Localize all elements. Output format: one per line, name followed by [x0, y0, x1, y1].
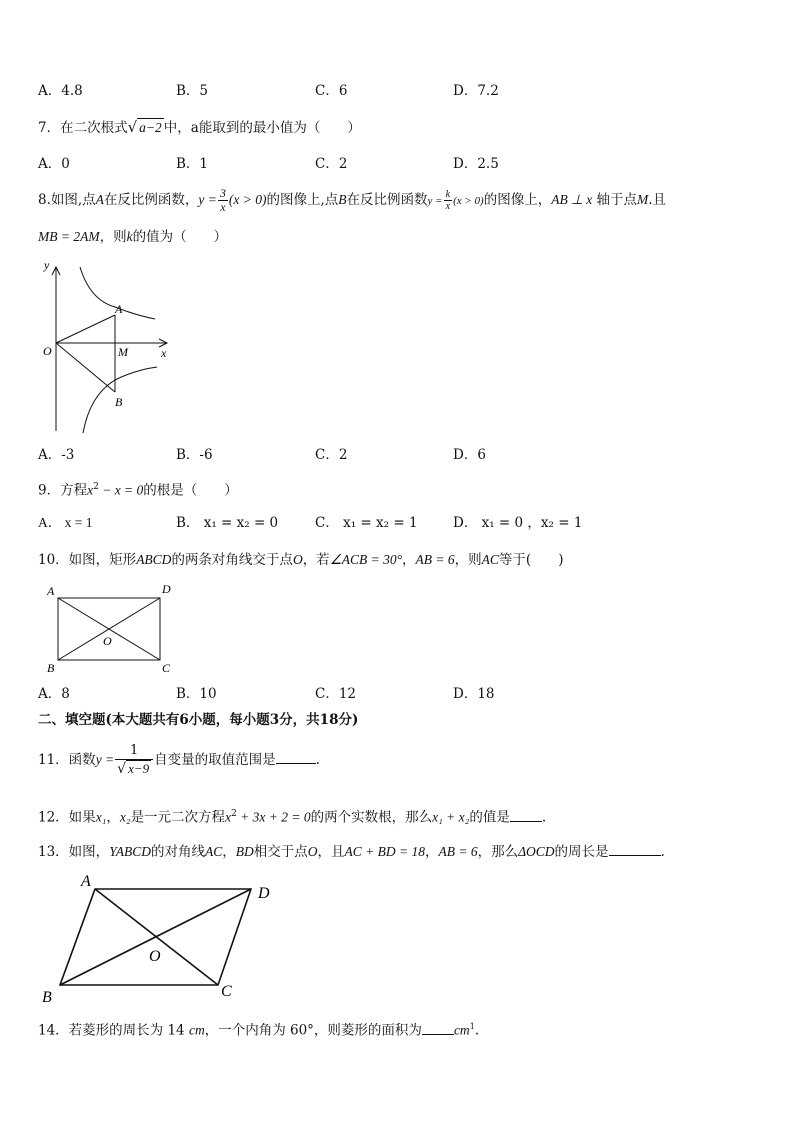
root-x2: x₂ [119, 809, 131, 825]
point-b-label: B [115, 395, 123, 409]
q8-option-a: A．-3 [38, 447, 75, 463]
vertex-c-label: C [162, 661, 171, 675]
q9-text: 的根是（ ） [143, 482, 238, 499]
domain-condition: (x > 0) [228, 192, 267, 207]
numerator: 3 [219, 186, 226, 200]
q7-option-a: A．0 [38, 156, 70, 172]
function-lhs: y = [95, 752, 115, 767]
vertex-b-label: B [42, 989, 52, 1006]
vertex-c-label: C [221, 983, 232, 1000]
q8-option-b: B．-6 [176, 447, 213, 463]
q6-option-c: C．6 [315, 83, 348, 99]
q11-text: 11．函数 [38, 752, 96, 768]
q6-option-d: D．7.2 [453, 83, 499, 99]
q10-text: 的两条对角线交于点 [171, 552, 293, 568]
q9-text: 9．方程 [38, 482, 88, 499]
q10-option-b: B．10 [176, 686, 217, 702]
q14-text: 14．若菱形的周长为 14 [38, 1022, 185, 1039]
ac-label: AC [205, 844, 223, 859]
bd-label: BD [235, 844, 254, 859]
q7-prefix: 7．在二次根式 [38, 120, 128, 136]
unit-cm: cm [188, 1022, 205, 1038]
question-8-line2 [38, 228, 227, 246]
q7-option-c: C．2 [315, 156, 348, 172]
answer-blank[interactable] [276, 751, 316, 764]
q10-rectangle-figure [40, 578, 190, 678]
denominator: x [445, 201, 451, 212]
question-13 [38, 843, 665, 861]
question-8-line1 [38, 185, 666, 216]
q8-text: 的图像上,点 [266, 192, 339, 208]
question-14 [38, 1018, 479, 1040]
q12-text: 是一元二次方程 [130, 809, 226, 826]
function-lhs: y = [427, 195, 443, 207]
exponent: 1 [469, 1022, 475, 1031]
q11-text: . [315, 752, 320, 768]
vertex-a-label: A [47, 584, 55, 598]
radicand: x−9 [128, 761, 150, 776]
function-lhs: y = [198, 192, 217, 207]
parallelogram-name: YABCD [109, 844, 151, 859]
origin-label: O [43, 344, 52, 358]
q6-option-a: A．4.8 [38, 83, 83, 99]
question-11 [38, 740, 320, 780]
q7-option-d: D．2.5 [453, 156, 499, 172]
point-m-label: M [637, 192, 649, 207]
vertex-d-label: D [258, 885, 270, 902]
q12-text: 的值是 [469, 809, 510, 826]
q13-parallelogram-figure [38, 868, 288, 1008]
q8-text: 的图像上， [483, 192, 552, 208]
point-b-label: B [338, 192, 347, 207]
q11-text: 自变量的取值范围是 [154, 752, 276, 768]
q8-text: 在反比例函数， [103, 192, 199, 208]
sum-expr: AC + BD = 18 [344, 844, 425, 859]
q9-option-a: A． x = 1 [38, 515, 93, 530]
q7-suffix: 中，a能取到的最小值为（ ） [163, 120, 361, 136]
q9-option-b: B． x₁ = x₂ = 0 [176, 515, 279, 531]
q10-option-a: A．8 [38, 686, 70, 702]
triangle-name: ΔOCD [518, 844, 555, 859]
q8-text: 在反比例函数 [346, 192, 428, 208]
point-m-label: M [118, 345, 128, 359]
ab-expr: AB = 6 [415, 552, 455, 567]
rectangle-name: ABCD [136, 552, 172, 567]
fraction-3-over-x [218, 187, 228, 214]
k-variable: k [126, 229, 133, 244]
q8-text: 的值为（ ） [132, 229, 228, 245]
sum-expr: x₁ + x₂ [432, 809, 470, 825]
perpendicular-expr: AB ⊥ x [551, 192, 593, 207]
q12-text: ， [106, 809, 120, 826]
q12-text: 的两个实数根，那么 [310, 809, 433, 826]
point-o-label: O [292, 552, 303, 567]
q10-text: ，若 [302, 552, 330, 568]
point-a-label: A [115, 302, 123, 316]
q8-option-d: D．6 [453, 447, 486, 463]
q8-figure [35, 255, 175, 435]
numerator: k [445, 189, 451, 200]
question-12 [38, 805, 546, 827]
q7-radicand: a−2 [139, 120, 162, 135]
equation: x [225, 809, 232, 825]
q10-text: 等于( ) [498, 552, 564, 568]
vertex-b-label: B [47, 661, 55, 675]
q13-text: ，且 [317, 844, 345, 860]
sqrt-sign: √ [117, 761, 127, 777]
numerator: 1 [115, 743, 153, 760]
mb-equals-2am: MB = 2AM [38, 229, 100, 244]
domain-condition: (x > 0) [453, 195, 484, 207]
angle-expr: ∠ACB = 30° [329, 552, 403, 567]
q10-option-d: D．18 [453, 686, 495, 702]
q12-text: 12．如果 [38, 809, 96, 826]
q14-text: . [474, 1022, 480, 1039]
q6-option-b: B．5 [176, 83, 209, 99]
answer-blank[interactable] [422, 1022, 454, 1035]
vertex-d-label: D [162, 582, 171, 596]
q10-text: ，则 [454, 552, 482, 568]
root-x1: x₁ [95, 809, 107, 825]
sqrt-sign: √ [127, 118, 138, 136]
vertex-a-label: A [81, 873, 91, 890]
question-9 [38, 478, 238, 500]
question-7 [38, 118, 361, 137]
equation: x [87, 482, 94, 498]
q9-option-d: D． x₁ = 0 ，x₂ = 1 [453, 515, 583, 531]
ac-label: AC [481, 552, 499, 567]
y-axis-label: y [44, 258, 50, 272]
q8-text: ，则 [99, 229, 127, 245]
q13-text: . [660, 844, 665, 860]
q10-text: ， [402, 552, 416, 568]
q12-text: . [541, 809, 547, 826]
q13-text: ， [222, 844, 236, 860]
q7-option-b: B．1 [176, 156, 209, 172]
fraction-k-over-x [444, 189, 452, 212]
center-o-label: O [149, 948, 161, 965]
point-o-label: O [307, 844, 318, 859]
q9-option-c: C． x₁ = x₂ = 1 [315, 515, 418, 531]
answer-blank[interactable] [609, 843, 661, 856]
q10-option-c: C．12 [315, 686, 357, 702]
q10-text: 10．如图，矩形 [38, 552, 137, 568]
q13-text: ， [424, 844, 439, 860]
section-header-fill-in: 二、填空题(本大题共有6小题，每小题3分，共18分) [38, 712, 359, 728]
unit-cm: cm [453, 1022, 470, 1038]
point-a-label: A [95, 192, 104, 207]
denominator [115, 760, 153, 778]
exponent: 2 [93, 482, 99, 492]
equation: + 3x + 2 = 0 [236, 809, 311, 825]
q13-text: 相交于点 [253, 844, 308, 860]
equation: − x = 0 [98, 482, 144, 498]
segment-oa [56, 315, 115, 343]
question-10 [38, 551, 563, 569]
q13-text: 13．如图， [38, 844, 110, 860]
q8-option-c: C．2 [315, 447, 348, 463]
center-o-label: O [103, 634, 112, 648]
answer-blank[interactable] [510, 809, 542, 822]
q13-text: ，那么 [477, 844, 519, 860]
segment-ob [56, 343, 115, 392]
q8-text: .且 [648, 192, 667, 208]
q13-text: 的周长是 [554, 844, 609, 860]
fraction-1-over-sqrt [115, 743, 153, 778]
ab-expr: AB = 6 [438, 844, 478, 859]
denominator: x [220, 200, 226, 214]
q8-text: 8.如图,点 [38, 192, 96, 208]
x-axis-label: x [161, 346, 167, 360]
exponent: 2 [231, 809, 237, 819]
q8-text: 轴于点 [596, 192, 637, 208]
q13-text: 的对角线 [151, 844, 205, 860]
q14-text: ，一个内角为 60°，则菱形的面积为 [204, 1022, 422, 1039]
